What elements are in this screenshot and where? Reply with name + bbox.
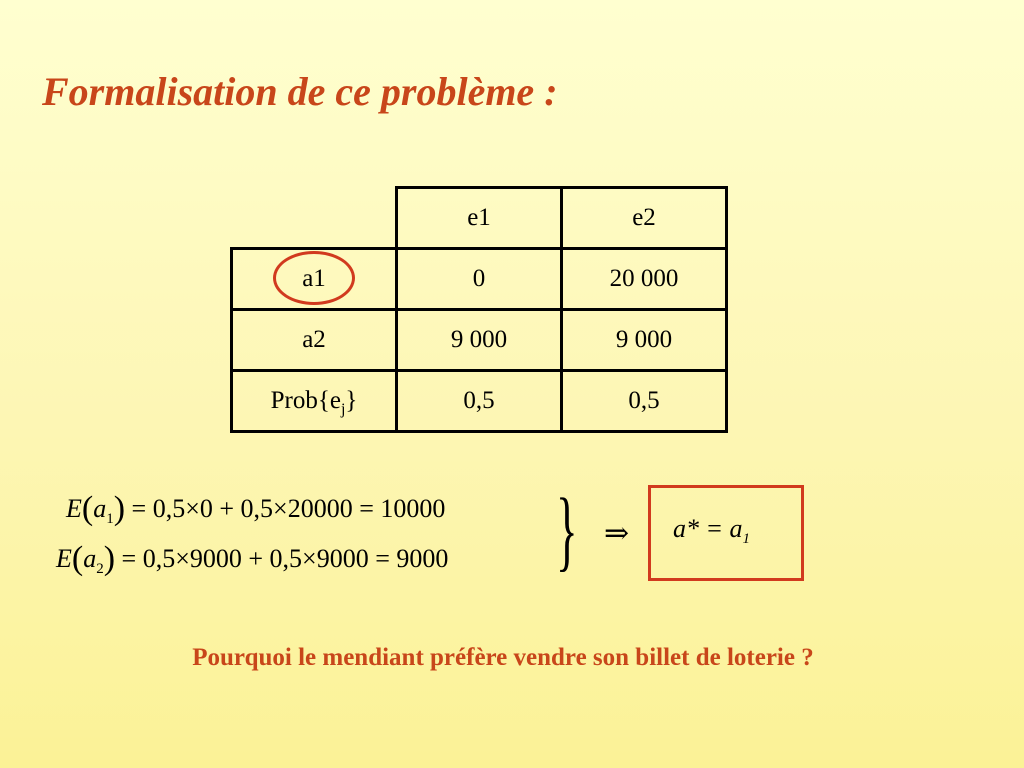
row-label-a2: a2 <box>232 310 397 371</box>
decision-table <box>230 186 728 433</box>
eq2-rhs: = 0,5×9000 + 0,5×9000 = 9000 <box>121 544 449 573</box>
row-label-a1 <box>232 249 397 310</box>
eq1-variable: a <box>93 494 107 523</box>
table-header-row <box>232 188 727 249</box>
cell-a2-e2: 9 000 <box>562 310 727 371</box>
eq2-function: E <box>56 544 72 573</box>
row-label-a1-text: a1 <box>302 265 326 292</box>
table-corner-cell <box>232 188 397 249</box>
slide-title: Formalisation de ce problème : <box>42 69 558 114</box>
table-row-prob <box>232 371 727 432</box>
result-lhs: a* = a <box>673 514 743 543</box>
table-row-a1 <box>232 249 727 310</box>
cell-a2-e1: 9 000 <box>397 310 562 371</box>
prob-label-end: } <box>345 387 358 414</box>
result-box <box>648 485 804 581</box>
prob-label-base: Prob{e <box>270 387 341 414</box>
right-brace: } <box>556 481 578 580</box>
cell-prob-e1: 0,5 <box>397 371 562 432</box>
prob-label-sub: j <box>340 401 346 418</box>
expected-value-equations <box>56 482 449 582</box>
eq2-subscript: 2 <box>96 561 104 577</box>
eq1-subscript: 1 <box>106 511 114 527</box>
result-subscript: 1 <box>742 531 751 547</box>
table-row-a2 <box>232 310 727 371</box>
equation-a1: $E(a_1) = 0,5\times 0 + 0,5\times 20000 = 10000$ <box>66 490 446 527</box>
cell-a1-e1: 0 <box>397 249 562 310</box>
eq1-rhs: = 0,5×0 + 0,5×20000 = 10000 <box>131 494 446 523</box>
cell-a1-e2: 20 000 <box>562 249 727 310</box>
eq1-function: E <box>66 494 82 523</box>
equation-a2: $E(a_2) = 0,5\times 9000 + 0,5\times 9000 = 9000$ <box>56 540 449 577</box>
column-header-e2: e2 <box>562 188 727 249</box>
highlight-circle <box>273 251 355 305</box>
eq2-variable: a <box>83 544 97 573</box>
column-header-e1: e1 <box>397 188 562 249</box>
cell-prob-e2: 0,5 <box>562 371 727 432</box>
implies-symbol: ⇒ <box>604 517 630 550</box>
row-label-prob <box>232 371 397 432</box>
optimal-action-result <box>673 514 751 547</box>
closing-question: Pourquoi le mendiant préfère vendre son billet de loterie ? <box>192 644 814 671</box>
